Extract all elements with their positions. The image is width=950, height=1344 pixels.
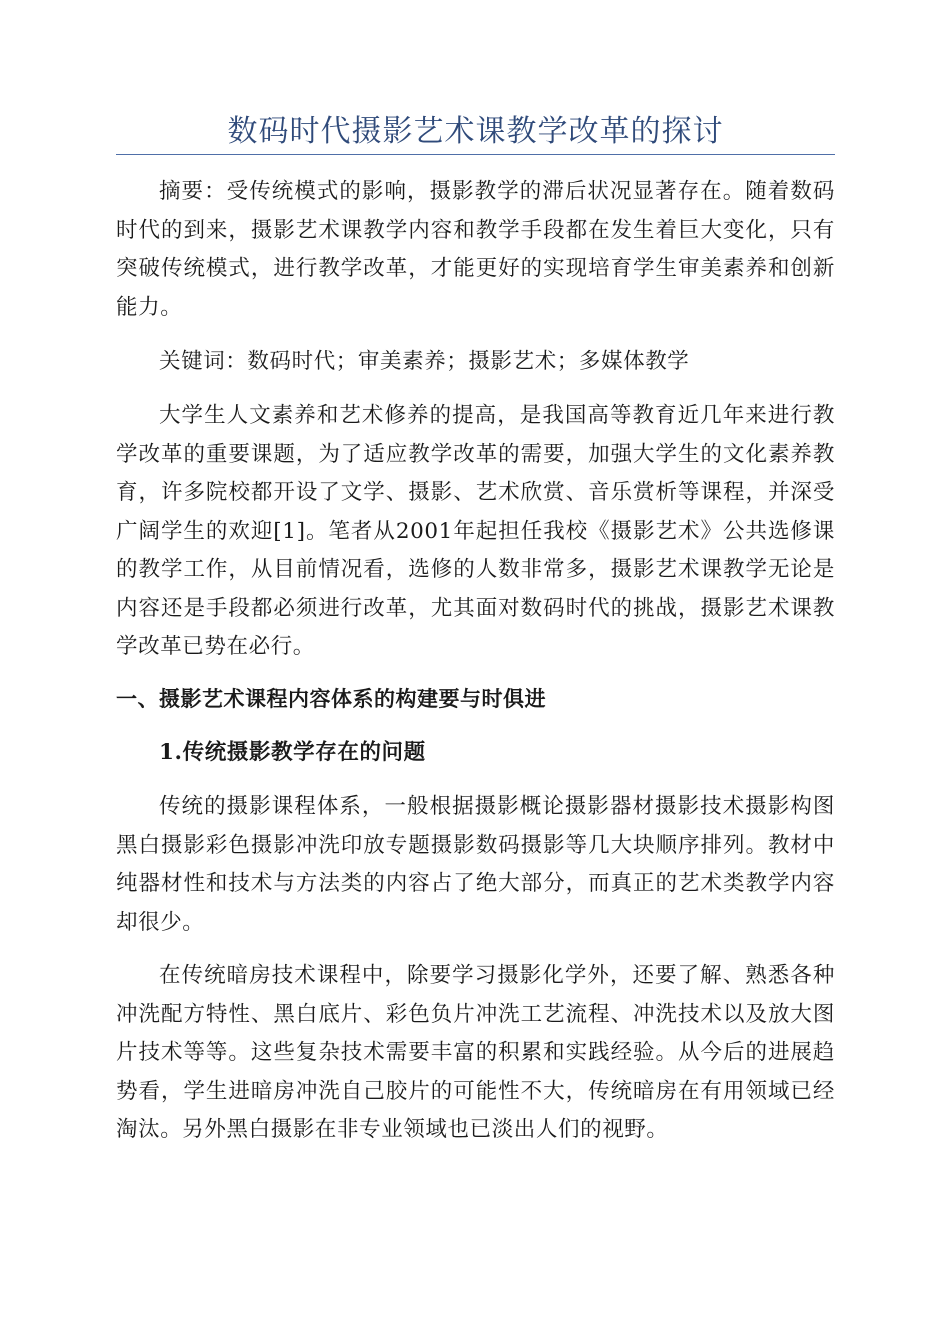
intro-paragraph: 大学生人文素养和艺术修养的提高，是我国高等教育近几年来进行教学改革的重要课题，为了适应教学改革的需要，加强大学生的文化素养教育，许多院校都开设了文学、摄影、艺术欣赏、音乐赏析等课程，并深受广阔学生的欢迎[1]。笔者从2001年起担任我校《摄影艺术》公共选修课的教学工作，从目前情况看，选修的人数非常多，摄影艺术课教学无论是内容还是手段都必须进行改革，尤其面对数码时代的挑战，摄影艺术课教学改革已势在必行。	[116, 403, 835, 659]
document-title: 数码时代摄影艺术课教学改革的探讨	[227, 114, 724, 149]
abstract-paragraph: 摘要：受传统模式的影响，摄影教学的滞后状况显著存在。随着数码时代的到来，摄影艺术课教学内容和教学手段都在发生着巨大变化，只有突破传统模式，进行教学改革，才能更好的实现培育学生审美素养和创新能力。	[116, 179, 835, 320]
subsection-heading: 1.传统摄影教学存在的问题	[159, 740, 426, 765]
body-paragraph-2: 在传统暗房技术课程中，除要学习摄影化学外，还要了解、熟悉各种冲洗配方特性、黑白底片、彩色负片冲洗工艺流程、冲洗技术以及放大图片技术等等。这些复杂技术需要丰富的积累和实践经验。从今后的进展趋势看，学生进暗房冲洗自己胶片的可能性不大，传统暗房在有用领域已经淘汰。另外黑白摄影在非专业领域也已淡出人们的视野。	[116, 963, 835, 1142]
section-heading: 一、摄影艺术课程内容体系的构建要与时俱进	[116, 687, 546, 711]
keywords-paragraph: 关键词：数码时代；审美素养；摄影艺术；多媒体教学	[159, 349, 690, 374]
body-paragraph-1: 传统的摄影课程体系，一般根据摄影概论摄影器材摄影技术摄影构图黑白摄影彩色摄影冲洗印放专题摄影数码摄影等几大块顺序排列。教材中纯器材性和技术与方法类的内容占了绝大部分，而真正的艺术类教学内容却很少。	[116, 794, 835, 935]
title-underline	[116, 154, 835, 155]
